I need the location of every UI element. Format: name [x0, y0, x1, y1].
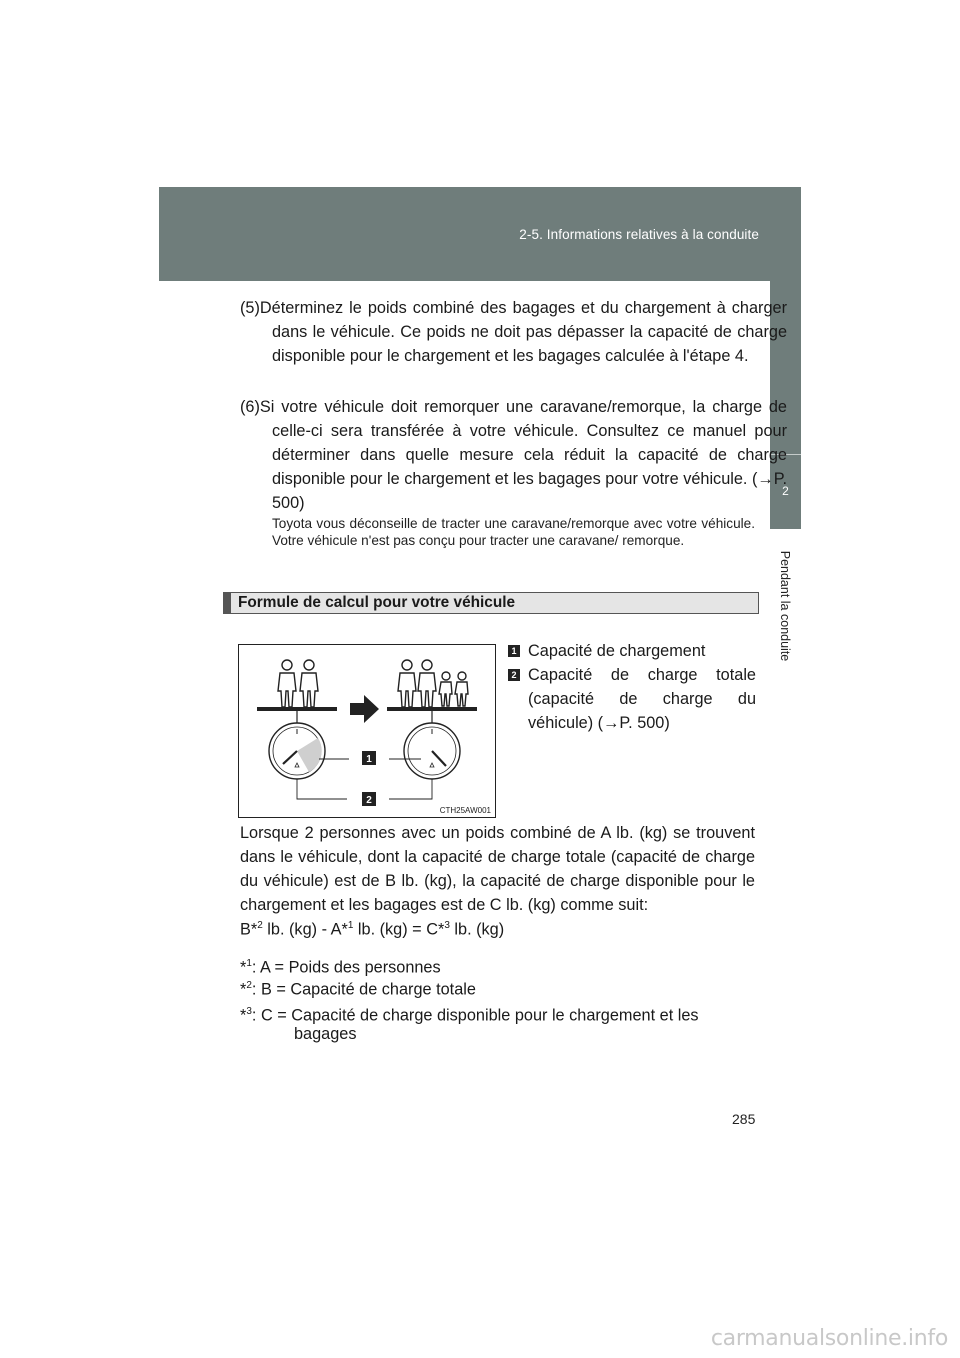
four-persons-icon	[398, 660, 468, 707]
calculation-paragraph: Lorsque 2 personnes avec un poids combiné de A lb. (kg) se trouvent dans le véhicule, dont la capacité de charge totale (capacité de charge du véhicule) est de B lb. (kg), la capacité de charge disponible pour le chargement et les bagages est de C lb. (kg) comme suit:	[240, 824, 755, 914]
legend-badge-1: 1	[508, 645, 520, 657]
chapter-number: 2	[782, 484, 789, 498]
formula-sup-2: 2	[257, 920, 263, 931]
footnote-3	[240, 1001, 699, 1026]
footnote-3-continuation: bagages	[294, 1025, 357, 1043]
footnote-2-sup: 2	[246, 980, 252, 991]
step-6: (6)Si votre véhicule doit remorquer une caravane/remorque, la charge de celle-ci sera transférée à votre véhicule. Consultez ce manuel pour déterminer dans quelle mesure cela réduit la capacité de charge disponible pour le chargement et les bagages pour votre véhicule. (→P. 500)	[240, 398, 787, 512]
footnote-3-mark: *	[240, 1006, 247, 1025]
site-watermark: carmanualsonline.info	[710, 1326, 948, 1351]
footnote-3-sup: 3	[246, 1006, 252, 1017]
footnote-2	[240, 975, 476, 1000]
legend-item-2	[508, 663, 756, 735]
figure-code: CTH25AW001	[439, 806, 491, 815]
footnote-2-mark: *	[240, 980, 247, 999]
left-scale-platform	[257, 707, 337, 711]
formula-part-1: lb. (kg) - A*	[262, 920, 348, 939]
formula-part-2: lb. (kg) = C*	[353, 920, 445, 939]
legend-text-2: Capacité de charge totale (capacité de charge du véhicule) (→P. 500)	[528, 666, 756, 732]
load-capacity-illustration	[238, 644, 496, 818]
header-bar	[159, 187, 801, 281]
legend-item-1	[508, 639, 756, 663]
footnote-1-sup: 1	[246, 958, 252, 969]
callout-2-label: 2	[366, 795, 372, 806]
formula-sup-1: 1	[347, 920, 354, 931]
callout-1-label: 1	[366, 754, 372, 765]
left-gauge-icon	[269, 711, 325, 779]
footnote-2-text: : B = Capacité de charge totale	[251, 980, 476, 999]
illustration-svg	[239, 645, 495, 817]
formula-part-3: lb. (kg)	[449, 920, 505, 939]
formula-sup-3: 3	[444, 920, 450, 931]
two-persons-icon	[278, 660, 318, 707]
section-breadcrumb: 2-5. Informations relatives à la conduite	[519, 227, 759, 242]
footnote-1-mark: *	[240, 958, 247, 977]
right-scale-platform	[387, 707, 477, 711]
chapter-label: Pendant la conduite	[778, 550, 792, 662]
legend-text-1: Capacité de chargement	[528, 642, 706, 660]
legend-badge-2: 2	[508, 669, 520, 681]
footnote-1-text: : A = Poids des personnes	[251, 958, 441, 977]
arrow-right-icon	[350, 695, 379, 723]
page-number: 285	[732, 1111, 756, 1127]
section-heading-text: Formule de calcul pour votre véhicule	[238, 594, 516, 611]
section-marker	[224, 593, 231, 613]
formula-b: B*	[240, 920, 258, 939]
capacity-formula	[240, 920, 504, 939]
right-gauge-icon	[404, 711, 460, 779]
step-5: (5)Déterminez le poids combiné des bagages et du chargement à charger dans le véhicule. Ce poids ne doit pas dépasser la capacité de charge disponible pour le chargement et les bagages calculée à l'étape 4.	[240, 299, 787, 365]
towing-note: Toyota vous déconseille de tracter une caravane/remorque avec votre véhicule. Votre véhicule n'est pas conçu pour tracter une caravane/ remorque.	[272, 516, 755, 548]
section-heading	[223, 592, 759, 614]
footnote-3-text: : C = Capacité de charge disponible pour le chargement et les	[251, 1006, 699, 1025]
